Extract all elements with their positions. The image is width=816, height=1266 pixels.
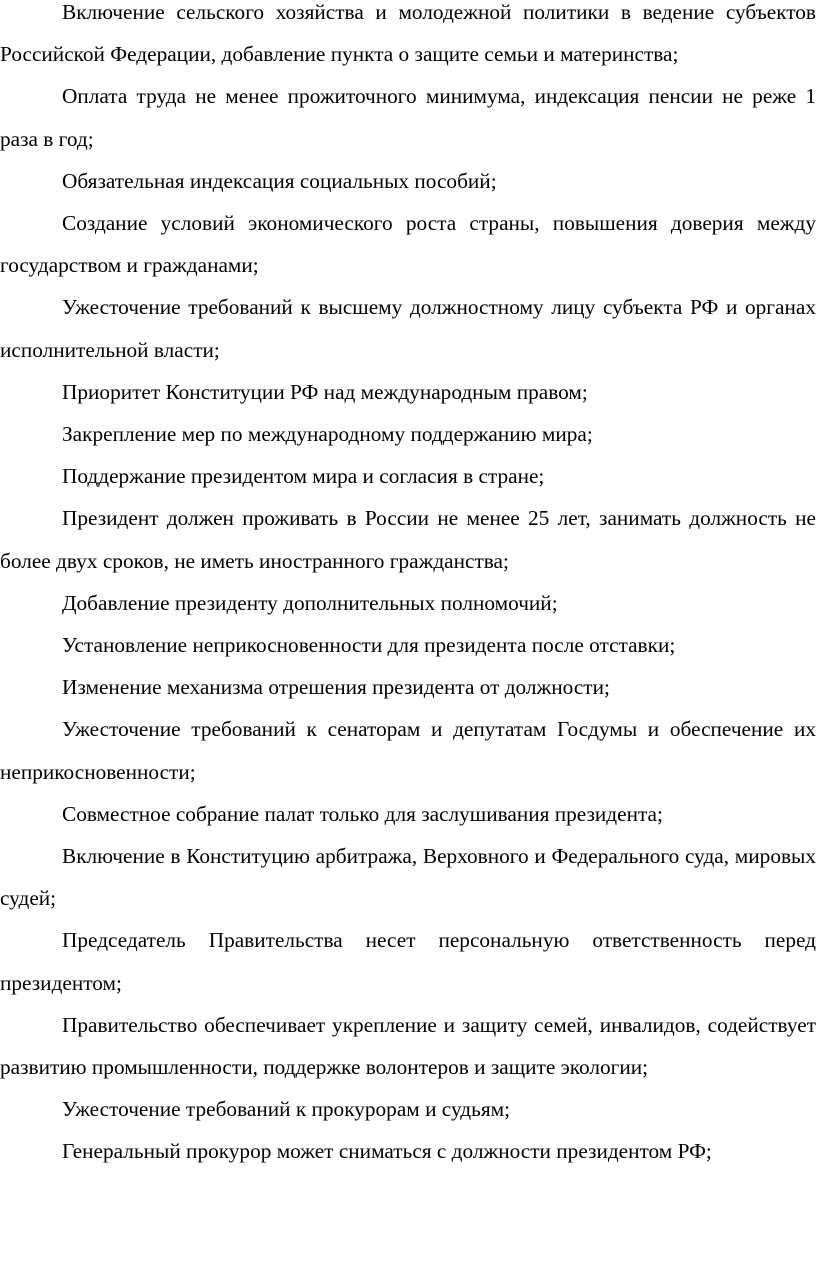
paragraph-agriculture-youth: Включение сельского хозяйства и молодежной политики в ведение субъектов Российской Федерации, добавление пункта о защите семьи и материнства; [0, 0, 816, 67]
paragraph-joint-session: Совместное собрание палат только для заслушивания президента; [62, 801, 663, 826]
paragraph-constitution-priority: Приоритет Конституции РФ над международным правом; [62, 379, 588, 404]
paragraph-president-immunity: Установление неприкосновенности для президента после отставки; [62, 633, 676, 658]
paragraph-government-duties: Правительство обеспечивает укрепление и защиту семей, инвалидов, содействует развитию промышленности, поддержке волонтеров и защите экологии; [0, 1012, 816, 1080]
paragraph-prosecutor-general: Генеральный прокурор может сниматься с должности президентом РФ; [62, 1139, 712, 1164]
paragraph-impeachment: Изменение механизма отрешения президента от должности; [62, 675, 610, 700]
paragraph-courts: Включение в Конституцию арбитража, Верховного и Федерального суда, мировых судей; [0, 844, 816, 911]
paragraph-prosecutors-judges: Ужесточение требований к прокурорам и судьям; [62, 1097, 511, 1122]
paragraph-wages-pensions: Оплата труда не менее прожиточного минимума, индексация пенсии не реже 1 раза в год; [0, 84, 816, 151]
paragraph-social-benefits: Обязательная индексация социальных пособий; [62, 168, 497, 193]
paragraph-economic-growth: Создание условий экономического роста страны, повышения доверия между государством и гражданами; [0, 211, 816, 278]
paragraph-peace-measures: Закрепление мер по международному поддержанию мира; [62, 422, 593, 447]
paragraph-president-harmony: Поддержание президентом мира и согласия в стране; [62, 464, 545, 489]
paragraph-regional-officials: Ужесточение требований к высшему должностному лицу субъекта РФ и органах исполнительной власти; [0, 295, 816, 362]
paragraph-senators-deputies: Ужесточение требований к сенаторам и депутатам Госдумы и обеспечение их неприкосновенности; [0, 717, 816, 784]
paragraph-president-requirements: Президент должен проживать в России не менее 25 лет, занимать должность не более двух сроков, не иметь иностранного гражданства; [0, 506, 816, 573]
paragraph-president-powers: Добавление президенту дополнительных полномочий; [62, 590, 558, 615]
paragraph-prime-minister: Председатель Правительства несет персональную ответственность перед президентом; [0, 928, 816, 995]
